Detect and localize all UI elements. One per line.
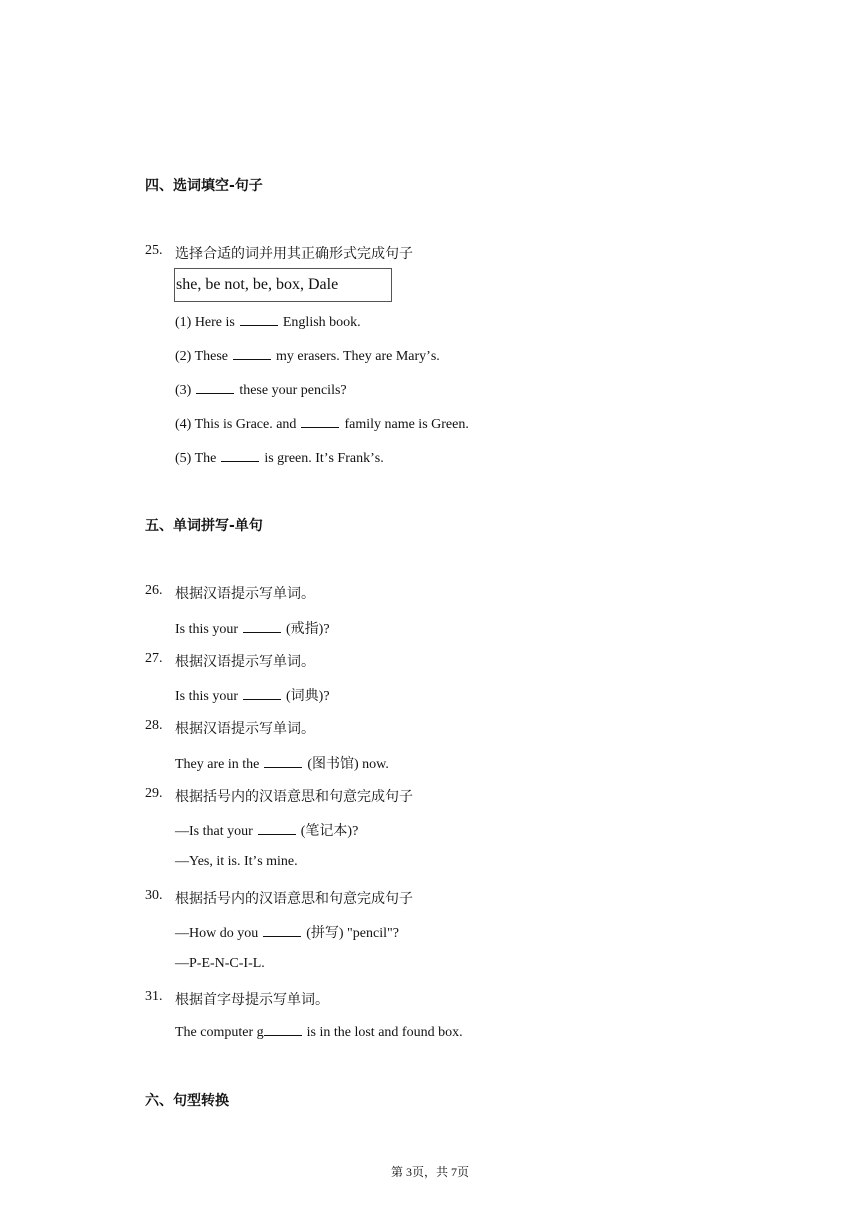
question-line: —P-E-N-C-I-L. bbox=[175, 956, 265, 971]
word-bank-box: she, be not, be, box, Dale bbox=[174, 268, 392, 302]
answer-blank[interactable] bbox=[243, 687, 281, 700]
answer-blank[interactable] bbox=[301, 415, 339, 428]
line-text: Is this your bbox=[175, 689, 238, 704]
question-number: 30. bbox=[145, 888, 163, 903]
question-line bbox=[175, 922, 399, 942]
question-prompt: 根据首字母提示写单词。 bbox=[175, 993, 329, 1008]
fill-item bbox=[175, 415, 469, 433]
answer-blank[interactable] bbox=[264, 755, 302, 768]
question-line bbox=[175, 753, 389, 773]
line-text: Is this your bbox=[175, 622, 238, 637]
item-text: family name is Green. bbox=[344, 417, 469, 432]
line-text: (图书馆) now. bbox=[307, 757, 389, 772]
question-prompt: 根据汉语提示写单词。 bbox=[175, 587, 315, 602]
answer-blank[interactable] bbox=[264, 1023, 302, 1036]
answer-blank[interactable] bbox=[258, 822, 296, 835]
item-text: (1) Here is bbox=[175, 315, 235, 330]
section-heading: 六、句型转换 bbox=[145, 1093, 229, 1109]
line-text: —How do you bbox=[175, 926, 259, 941]
line-text: The computer g bbox=[175, 1025, 264, 1040]
question-line bbox=[175, 618, 330, 638]
question-number: 27. bbox=[145, 651, 163, 666]
question-prompt: 根据括号内的汉语意思和句意完成句子 bbox=[175, 790, 413, 805]
line-text: —Is that your bbox=[175, 824, 253, 839]
item-text: these your pencils? bbox=[239, 383, 347, 398]
fill-item bbox=[175, 313, 361, 331]
question-number: 31. bbox=[145, 989, 163, 1004]
item-text: English book. bbox=[282, 315, 361, 330]
line-text: (拼写) "pencil"? bbox=[306, 926, 399, 941]
answer-blank[interactable] bbox=[240, 313, 278, 326]
question-number: 28. bbox=[145, 718, 163, 733]
question-prompt: 根据括号内的汉语意思和句意完成句子 bbox=[175, 892, 413, 907]
line-text: is in the lost and found box. bbox=[306, 1025, 463, 1040]
fill-item bbox=[175, 381, 347, 399]
line-text: (戒指)? bbox=[286, 622, 330, 637]
question-line bbox=[175, 685, 330, 705]
question-line bbox=[175, 1023, 463, 1041]
question-number: 26. bbox=[145, 583, 163, 598]
answer-blank[interactable] bbox=[263, 924, 301, 937]
section-heading: 四、选词填空-句子 bbox=[145, 178, 263, 194]
item-text: (2) These bbox=[175, 349, 228, 364]
question-line bbox=[175, 820, 358, 840]
question-number: 29. bbox=[145, 786, 163, 801]
item-text: (3) bbox=[175, 383, 192, 398]
line-text: (笔记本)? bbox=[300, 824, 359, 839]
section-heading: 五、单词拼写-单句 bbox=[145, 518, 263, 534]
item-text: my erasers. They are Maryʼs. bbox=[276, 349, 440, 364]
answer-blank[interactable] bbox=[233, 347, 271, 360]
line-text: They are in the bbox=[175, 757, 260, 772]
item-text: is green. Itʼs Frankʼs. bbox=[264, 451, 384, 466]
answer-blank[interactable] bbox=[196, 381, 234, 394]
question-line: —Yes, it is. Itʼs mine. bbox=[175, 854, 298, 869]
fill-item bbox=[175, 449, 384, 467]
page-footer: 第 3页，共 7页 bbox=[390, 1165, 469, 1179]
item-text: (5) The bbox=[175, 451, 217, 466]
line-text: (词典)? bbox=[286, 689, 330, 704]
answer-blank[interactable] bbox=[243, 620, 281, 633]
question-prompt: 根据汉语提示写单词。 bbox=[175, 722, 315, 737]
item-text: (4) This is Grace. and bbox=[175, 417, 297, 432]
question-prompt: 选择合适的词并用其正确形式完成句子 bbox=[175, 247, 413, 262]
answer-blank[interactable] bbox=[221, 449, 259, 462]
question-prompt: 根据汉语提示写单词。 bbox=[175, 655, 315, 670]
question-number: 25. bbox=[145, 243, 163, 258]
fill-item bbox=[175, 347, 440, 365]
